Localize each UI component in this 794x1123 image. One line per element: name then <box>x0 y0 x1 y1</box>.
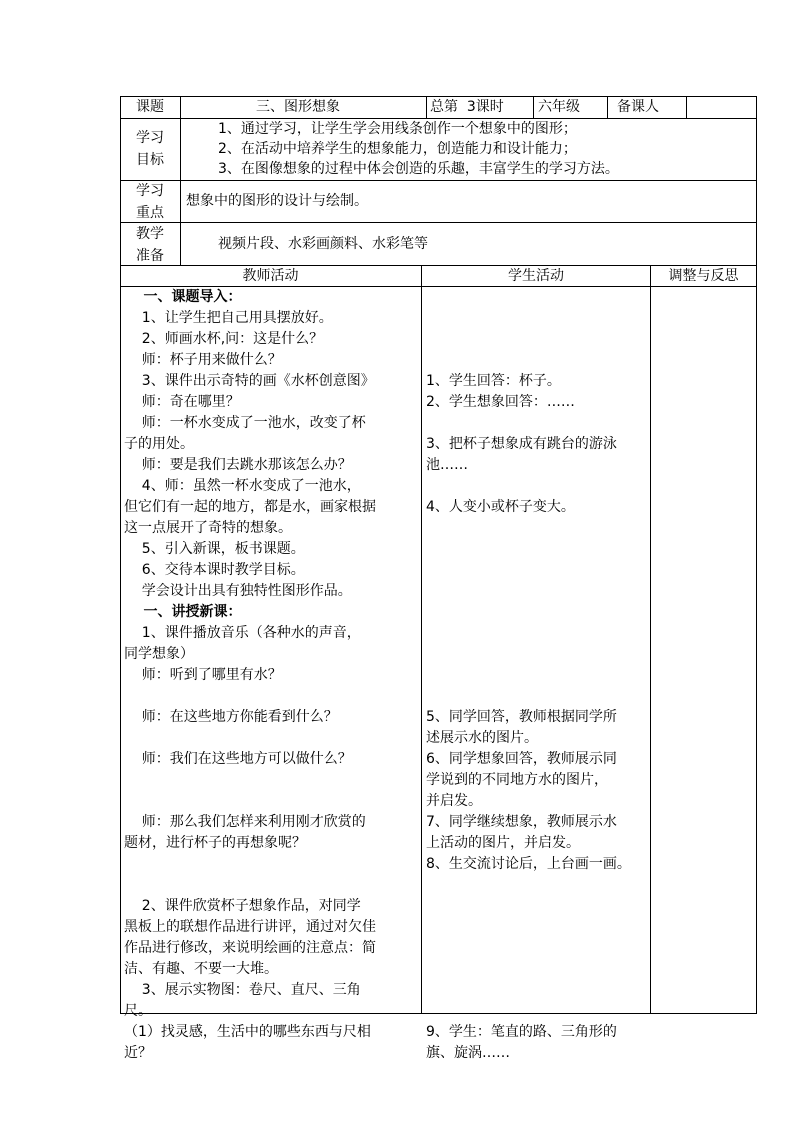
teacher-line: 尺。 <box>124 1003 152 1019</box>
objective-1: 1、通过学习，让学生学会用线条创作一个想象中的图形； <box>218 121 577 137</box>
rule-preparer-end <box>686 96 687 119</box>
teacher-line: 黑板上的联想作品进行讲评，通过对欠佳 <box>124 919 376 935</box>
student-column-header: 学生活动 <box>508 268 564 284</box>
student-line <box>426 350 649 371</box>
student-line <box>426 602 649 623</box>
teacher-line: 5、引入新课，板书课题。 <box>124 541 305 557</box>
student-line: 述展示水的图片。 <box>426 730 538 746</box>
teacher-line: 4、师：虽然一杯水变成了一池水， <box>124 478 361 494</box>
student-line <box>426 329 649 350</box>
reflection-area <box>651 287 756 1013</box>
rule-period-grade <box>533 96 534 119</box>
objectives-label-line1: 学习 <box>136 130 164 146</box>
teacher-line: 同学想象） <box>124 646 194 662</box>
student-line: 7、同学继续想象，教师展示水 <box>426 814 617 830</box>
teacher-line: 师：杯子用来做什么？ <box>124 352 282 368</box>
student-line <box>426 917 649 938</box>
student-line <box>426 665 649 686</box>
student-line <box>426 413 649 434</box>
objectives-label-line2: 目标 <box>136 152 164 168</box>
teacher-line <box>124 686 420 707</box>
teacher-line <box>124 854 420 875</box>
teacher-line: 一、课题导入： <box>124 289 242 305</box>
student-line: 学说到的不同地方水的图片， <box>426 772 608 788</box>
teacher-line: 6、交待本课时教学目标。 <box>124 562 305 578</box>
student-line: 旗、旋涡…… <box>426 1045 510 1061</box>
student-line <box>426 623 649 644</box>
teacher-line: 3、展示实物图：卷尺、直尺、三角 <box>124 982 361 998</box>
teacher-line: 这一点展开了奇特的想象。 <box>124 520 292 536</box>
rule-grade-preparer <box>607 96 608 119</box>
teacher-line: 近？ <box>124 1045 152 1061</box>
student-line <box>426 476 649 497</box>
student-line: 并启发。 <box>426 793 482 809</box>
topic-label: 课题 <box>136 99 164 115</box>
teacher-line: 师：在这些地方你能看到什么？ <box>124 709 338 725</box>
student-line: 池…… <box>426 457 468 473</box>
rule-topic-period <box>426 96 427 119</box>
student-line: 9、学生：笔直的路、三角形的 <box>426 1024 617 1040</box>
student-activities <box>426 329 649 1064</box>
teacher-line: 师：一杯水变成了一池水，改变了杯 <box>124 415 366 431</box>
student-line: 4、人变小或杯子变大。 <box>426 499 575 515</box>
student-line <box>426 896 649 917</box>
preparation-text: 视频片段、水彩画颜料、水彩笔等 <box>218 236 428 252</box>
preparation-label-line2: 准备 <box>136 248 164 264</box>
student-line: 3、把杯子想象成有跳台的游泳 <box>426 436 617 452</box>
teacher-line <box>124 791 420 812</box>
student-line: 8、生交流讨论后，上台画一画。 <box>426 856 631 872</box>
student-line <box>426 686 649 707</box>
preparation-label <box>120 223 180 267</box>
teacher-line: 2、课件欣赏杯子想象作品，对同学 <box>124 898 361 914</box>
topic-value: 三、图形想象 <box>256 99 340 115</box>
preparer-label: 备课人 <box>617 99 659 115</box>
student-line <box>426 539 649 560</box>
key-points-text: 想象中的图形的设计与绘制。 <box>186 193 368 209</box>
teacher-line: 一、讲授新课： <box>124 604 242 620</box>
student-line: 5、同学回答，教师根据同学所 <box>426 709 617 725</box>
student-line: 上活动的图片，并启发。 <box>426 835 580 851</box>
key-points-label-line1: 学习 <box>136 183 164 199</box>
teacher-line: 师：我们在这些地方可以做什么？ <box>124 751 352 767</box>
teacher-line: 师：那么我们怎样来利用刚才欣赏的 <box>124 814 366 830</box>
key-points-label-line2: 重点 <box>136 205 164 221</box>
teacher-line: 3、课件出示奇特的画《水杯创意图》 <box>124 373 375 389</box>
teacher-line: 子的用处。 <box>124 436 194 452</box>
teacher-column-header: 教师活动 <box>242 268 299 284</box>
teacher-line: 学会设计出具有独特性图形作品。 <box>124 583 352 599</box>
student-line: 2、学生想象回答：…… <box>426 394 575 410</box>
objective-2: 2、在活动中培养学生的想象能力，创造能力和设计能力； <box>218 141 577 157</box>
period-count: 总第 3课时 <box>430 99 504 115</box>
student-line <box>426 875 649 896</box>
grade: 六年级 <box>538 99 580 115</box>
rule-teacher-student <box>421 265 422 1014</box>
student-line <box>426 518 649 539</box>
teacher-line: 师：听到了哪里有水？ <box>124 667 282 683</box>
teacher-line: 师：要是我们去跳水那该怎么办？ <box>124 457 352 473</box>
teacher-line: 但它们有一起的地方，都是水，画家根据 <box>124 499 376 515</box>
key-points-label <box>120 180 180 224</box>
teacher-line: （1）找灵感，生活中的哪些东西与尺相 <box>124 1024 371 1040</box>
teacher-line: 2、师画水杯,问：这是什么？ <box>124 331 324 347</box>
lesson-plan-table <box>120 96 757 1061</box>
teacher-line <box>124 770 420 791</box>
student-line: 6、同学想象回答，教师展示同 <box>426 751 617 767</box>
student-line: 1、学生回答：杯子。 <box>426 373 561 389</box>
teacher-line: 题材，进行杯子的再想象呢？ <box>124 835 306 851</box>
student-line <box>426 560 649 581</box>
teacher-line <box>124 728 420 749</box>
teacher-line: 师：奇在哪里？ <box>124 394 240 410</box>
student-line <box>426 959 649 980</box>
preparation-label-line1: 教学 <box>136 226 164 242</box>
student-line <box>426 980 649 1001</box>
teacher-line: 1、让学生把自己用具摆放好。 <box>124 310 333 326</box>
rule-label-col <box>180 96 181 266</box>
objectives-label <box>120 127 180 171</box>
student-line <box>426 581 649 602</box>
rule-after-objectives <box>120 180 757 181</box>
teacher-line: 1、课件播放音乐（各种水的声音， <box>124 625 361 641</box>
teacher-line: 作品进行修改，来说明绘画的注意点：简 <box>124 940 376 956</box>
student-line <box>426 1001 649 1022</box>
rule-right <box>756 96 757 1014</box>
reflection-column-header: 调整与反思 <box>668 268 739 284</box>
teacher-line: 洁、有趣、不要一大堆。 <box>124 961 278 977</box>
objective-3: 3、在图像想象的过程中体会创造的乐趣，丰富学生的学习方法。 <box>218 161 619 177</box>
student-line <box>426 938 649 959</box>
student-line <box>426 644 649 665</box>
teacher-line <box>124 875 420 896</box>
rule-after-keypoints <box>120 222 757 223</box>
teacher-activities <box>124 287 420 1064</box>
